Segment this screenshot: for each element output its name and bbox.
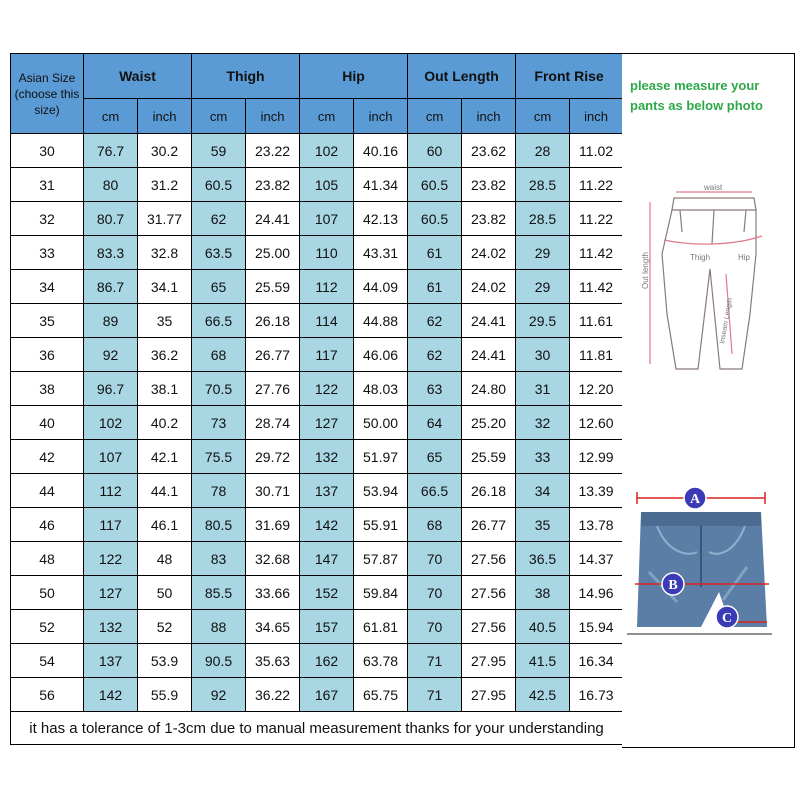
measurement-cell: 55.9: [138, 678, 192, 712]
measurement-cell: 25.00: [246, 236, 300, 270]
measurement-cell: 12.60: [570, 406, 623, 440]
table-row: [11, 270, 623, 304]
measurement-cell: 32.68: [246, 542, 300, 576]
sketch-out-length-label: Out length: [641, 252, 650, 289]
table-row: [11, 236, 623, 270]
measurement-cell: 29.72: [246, 440, 300, 474]
measurement-cell: 30: [516, 338, 570, 372]
measurement-cell: 50.00: [354, 406, 408, 440]
measurement-cell: 34.1: [138, 270, 192, 304]
measurement-cell: 78: [192, 474, 246, 508]
measurement-cell: 102: [300, 134, 354, 168]
measurement-cell: 27.95: [462, 644, 516, 678]
measurement-cell: 147: [300, 542, 354, 576]
measurement-cell: 41.34: [354, 168, 408, 202]
measurement-cell: 28.5: [516, 168, 570, 202]
measurement-cell: 60.5: [408, 168, 462, 202]
size-table: [10, 53, 623, 745]
measurement-cell: 46.06: [354, 338, 408, 372]
unit-header: cm: [408, 99, 462, 134]
sketch-hip-label: Hip: [738, 253, 751, 262]
measurement-cell: 127: [300, 406, 354, 440]
measurement-cell: 24.02: [462, 270, 516, 304]
group-header-hip: Hip: [300, 54, 408, 99]
measurement-cell: 83: [192, 542, 246, 576]
measurement-cell: 64: [408, 406, 462, 440]
measurement-cell: 44.1: [138, 474, 192, 508]
measurement-cell: 86.7: [84, 270, 138, 304]
measurement-cell: 29: [516, 270, 570, 304]
size-cell: 35: [11, 304, 84, 338]
table-row: [11, 338, 623, 372]
measurement-cell: 85.5: [192, 576, 246, 610]
measurement-cell: 83.3: [84, 236, 138, 270]
unit-header: cm: [192, 99, 246, 134]
measurement-cell: 132: [300, 440, 354, 474]
measurement-cell: 31.2: [138, 168, 192, 202]
measurement-cell: 70: [408, 542, 462, 576]
measurement-cell: 26.77: [246, 338, 300, 372]
measurement-cell: 152: [300, 576, 354, 610]
table-row: [11, 542, 623, 576]
measurement-cell: 11.02: [570, 134, 623, 168]
size-cell: 46: [11, 508, 84, 542]
measurement-cell: 105: [300, 168, 354, 202]
measurement-cell: 26.18: [246, 304, 300, 338]
measurement-cell: 63: [408, 372, 462, 406]
measurement-cell: 11.22: [570, 202, 623, 236]
size-cell: 52: [11, 610, 84, 644]
measurement-cell: 122: [300, 372, 354, 406]
group-header-thigh: Thigh: [192, 54, 300, 99]
measurement-cell: 114: [300, 304, 354, 338]
measurement-cell: 112: [300, 270, 354, 304]
group-header-front-rise: Front Rise: [516, 54, 623, 99]
measurement-cell: 29: [516, 236, 570, 270]
table-row: [11, 576, 623, 610]
size-cell: 50: [11, 576, 84, 610]
measurement-cell: 42.1: [138, 440, 192, 474]
measurement-cell: 11.42: [570, 270, 623, 304]
sketch-inseam-label: Inseam Length: [719, 297, 735, 345]
measurement-cell: 11.81: [570, 338, 623, 372]
measurement-cell: 62: [408, 304, 462, 338]
measurement-cell: 31: [516, 372, 570, 406]
measurement-cell: 66.5: [192, 304, 246, 338]
measurement-cell: 30.2: [138, 134, 192, 168]
measurement-cell: 107: [300, 202, 354, 236]
measurement-cell: 23.62: [462, 134, 516, 168]
unit-header: inch: [570, 99, 623, 134]
size-cell: 31: [11, 168, 84, 202]
size-cell: 38: [11, 372, 84, 406]
table-row: [11, 134, 623, 168]
measurement-cell: 38.1: [138, 372, 192, 406]
measurement-cell: 26.18: [462, 474, 516, 508]
measurement-cell: 24.41: [462, 338, 516, 372]
measurement-cell: 32: [516, 406, 570, 440]
measurement-cell: 92: [84, 338, 138, 372]
measurement-cell: 80: [84, 168, 138, 202]
measurement-cell: 110: [300, 236, 354, 270]
measurement-cell: 42.13: [354, 202, 408, 236]
measurement-cell: 107: [84, 440, 138, 474]
measurement-cell: 23.22: [246, 134, 300, 168]
measurement-cell: 35: [138, 304, 192, 338]
measurement-cell: 23.82: [462, 168, 516, 202]
measurement-cell: 92: [192, 678, 246, 712]
measurement-cell: 112: [84, 474, 138, 508]
measurement-cell: 23.82: [246, 168, 300, 202]
size-cell: 34: [11, 270, 84, 304]
measurement-cell: 14.37: [570, 542, 623, 576]
measurement-cell: 38: [516, 576, 570, 610]
measurement-cell: 122: [84, 542, 138, 576]
measurement-cell: 40.5: [516, 610, 570, 644]
measurement-cell: 40.16: [354, 134, 408, 168]
measurement-cell: 43.31: [354, 236, 408, 270]
measurement-cell: 33.66: [246, 576, 300, 610]
size-cell: 54: [11, 644, 84, 678]
measurement-cell: 35.63: [246, 644, 300, 678]
measurement-cell: 34.65: [246, 610, 300, 644]
table-row: [11, 406, 623, 440]
measurement-cell: 63.78: [354, 644, 408, 678]
measurement-cell: 11.22: [570, 168, 623, 202]
measurement-cell: 13.39: [570, 474, 623, 508]
measurement-cell: 117: [84, 508, 138, 542]
measurement-cell: 24.41: [462, 304, 516, 338]
size-cell: 40: [11, 406, 84, 440]
size-cell: 36: [11, 338, 84, 372]
measurement-cell: 63.5: [192, 236, 246, 270]
sketch-waist-label: waist: [704, 183, 723, 192]
measurement-cell: 24.02: [462, 236, 516, 270]
size-cell: 30: [11, 134, 84, 168]
measurement-cell: 61.81: [354, 610, 408, 644]
table-row: [11, 372, 623, 406]
measurement-cell: 31.77: [138, 202, 192, 236]
measurement-cell: 76.7: [84, 134, 138, 168]
measure-instruction: please measure your pants as below photo: [630, 78, 763, 113]
measurement-cell: 36.5: [516, 542, 570, 576]
measurement-cell: 16.73: [570, 678, 623, 712]
measurement-cell: 80.5: [192, 508, 246, 542]
measurement-cell: 44.88: [354, 304, 408, 338]
measurement-cell: 96.7: [84, 372, 138, 406]
measurement-cell: 60.5: [408, 202, 462, 236]
measurement-cell: 42.5: [516, 678, 570, 712]
measurement-cell: 65: [408, 440, 462, 474]
size-column-header: Asian Size (choose this size): [11, 54, 84, 134]
measurement-cell: 28.5: [516, 202, 570, 236]
measurement-cell: 88: [192, 610, 246, 644]
measurement-cell: 132: [84, 610, 138, 644]
measurement-cell: 70: [408, 576, 462, 610]
measurement-cell: 70.5: [192, 372, 246, 406]
group-header-out-length: Out Length: [408, 54, 516, 99]
unit-header: cm: [300, 99, 354, 134]
measurement-cell: 71: [408, 678, 462, 712]
jeans-photo-illustration: [627, 482, 772, 642]
measurement-cell: 71: [408, 644, 462, 678]
measurement-cell: 25.59: [462, 440, 516, 474]
measurement-cell: 34: [516, 474, 570, 508]
measurement-cell: 12.20: [570, 372, 623, 406]
measurement-cell: 27.95: [462, 678, 516, 712]
measurement-cell: 13.78: [570, 508, 623, 542]
measurement-cell: 29.5: [516, 304, 570, 338]
table-row: [11, 644, 623, 678]
measurement-cell: 68: [408, 508, 462, 542]
table-row: [11, 304, 623, 338]
unit-header: cm: [516, 99, 570, 134]
marker-b-icon: [662, 573, 684, 595]
measure-guide-panel: [622, 53, 795, 748]
svg-text:A: A: [689, 492, 701, 507]
measurement-cell: 14.96: [570, 576, 623, 610]
measurement-cell: 32.8: [138, 236, 192, 270]
measurement-cell: 102: [84, 406, 138, 440]
measurement-cell: 23.82: [462, 202, 516, 236]
measurement-cell: 52: [138, 610, 192, 644]
unit-header: inch: [138, 99, 192, 134]
measurement-cell: 61: [408, 270, 462, 304]
measurement-cell: 26.77: [462, 508, 516, 542]
measurement-cell: 35: [516, 508, 570, 542]
measurement-cell: 68: [192, 338, 246, 372]
unit-header: inch: [462, 99, 516, 134]
measurement-cell: 65: [192, 270, 246, 304]
svg-text:C: C: [721, 611, 733, 626]
measurement-cell: 62: [408, 338, 462, 372]
measurement-cell: 36.2: [138, 338, 192, 372]
measurement-cell: 24.41: [246, 202, 300, 236]
measurement-cell: 65.75: [354, 678, 408, 712]
measurement-cell: 70: [408, 610, 462, 644]
measurement-cell: 117: [300, 338, 354, 372]
size-cell: 42: [11, 440, 84, 474]
size-cell: 44: [11, 474, 84, 508]
measurement-cell: 137: [84, 644, 138, 678]
measurement-cell: 53.94: [354, 474, 408, 508]
measurement-cell: 55.91: [354, 508, 408, 542]
table-row: [11, 168, 623, 202]
measurement-cell: 27.56: [462, 610, 516, 644]
table-row: [11, 202, 623, 236]
measurement-cell: 73: [192, 406, 246, 440]
measurement-cell: 66.5: [408, 474, 462, 508]
size-cell: 33: [11, 236, 84, 270]
measurement-cell: 24.80: [462, 372, 516, 406]
measurement-cell: 41.5: [516, 644, 570, 678]
measurement-cell: 62: [192, 202, 246, 236]
measurement-cell: 127: [84, 576, 138, 610]
svg-text:B: B: [668, 578, 678, 593]
measurement-cell: 25.59: [246, 270, 300, 304]
measurement-cell: 142: [300, 508, 354, 542]
unit-header: cm: [84, 99, 138, 134]
measurement-cell: 51.97: [354, 440, 408, 474]
measurement-cell: 60.5: [192, 168, 246, 202]
table-row: [11, 474, 623, 508]
measurement-cell: 16.34: [570, 644, 623, 678]
measurement-cell: 137: [300, 474, 354, 508]
size-cell: 48: [11, 542, 84, 576]
measurement-cell: 157: [300, 610, 354, 644]
measurement-cell: 48: [138, 542, 192, 576]
pants-sketch-illustration: [632, 174, 787, 379]
sketch-thigh-label: Thigh: [690, 253, 711, 262]
measurement-cell: 30.71: [246, 474, 300, 508]
measurement-cell: 89: [84, 304, 138, 338]
measurement-cell: 59: [192, 134, 246, 168]
measurement-cell: 142: [84, 678, 138, 712]
measurement-cell: 27.56: [462, 542, 516, 576]
marker-a-icon: [684, 487, 706, 509]
measurement-cell: 28: [516, 134, 570, 168]
tolerance-note: it has a tolerance of 1-3cm due to manual measurement thanks for your understanding: [11, 712, 623, 745]
table-row: [11, 610, 623, 644]
measurement-cell: 167: [300, 678, 354, 712]
measurement-cell: 75.5: [192, 440, 246, 474]
measurement-cell: 28.74: [246, 406, 300, 440]
measurement-cell: 15.94: [570, 610, 623, 644]
measurement-cell: 27.76: [246, 372, 300, 406]
size-cell: 32: [11, 202, 84, 236]
measurement-cell: 162: [300, 644, 354, 678]
measurement-cell: 33: [516, 440, 570, 474]
measurement-cell: 12.99: [570, 440, 623, 474]
unit-header: inch: [354, 99, 408, 134]
measurement-cell: 59.84: [354, 576, 408, 610]
measurement-cell: 57.87: [354, 542, 408, 576]
size-chart: [10, 53, 795, 748]
group-header-waist: Waist: [84, 54, 192, 99]
unit-header: inch: [246, 99, 300, 134]
measurement-cell: 44.09: [354, 270, 408, 304]
measurement-cell: 53.9: [138, 644, 192, 678]
measurement-cell: 40.2: [138, 406, 192, 440]
measurement-cell: 90.5: [192, 644, 246, 678]
measurement-cell: 48.03: [354, 372, 408, 406]
measurement-cell: 80.7: [84, 202, 138, 236]
measurement-cell: 60: [408, 134, 462, 168]
table-row: [11, 508, 623, 542]
table-row: [11, 440, 623, 474]
measurement-cell: 61: [408, 236, 462, 270]
table-row: [11, 678, 623, 712]
measurement-cell: 36.22: [246, 678, 300, 712]
measurement-cell: 46.1: [138, 508, 192, 542]
measurement-cell: 50: [138, 576, 192, 610]
size-cell: 56: [11, 678, 84, 712]
measurement-cell: 25.20: [462, 406, 516, 440]
measurement-cell: 11.61: [570, 304, 623, 338]
measurement-cell: 31.69: [246, 508, 300, 542]
measurement-cell: 27.56: [462, 576, 516, 610]
marker-c-icon: [716, 606, 738, 628]
measurement-cell: 11.42: [570, 236, 623, 270]
